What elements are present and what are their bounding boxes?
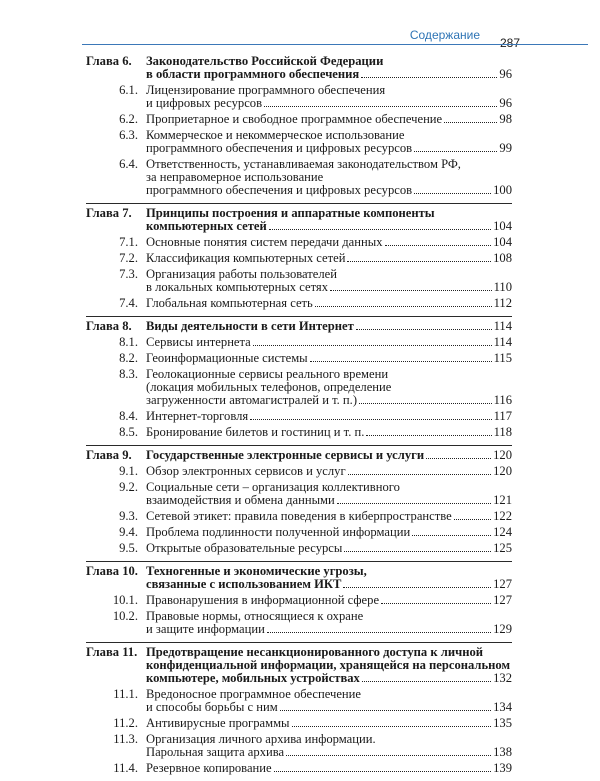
entry-title-line-text: и цифровых ресурсов [146, 96, 263, 110]
entry-title-line [146, 336, 512, 349]
entry-title-line-text: программного обеспечения и цифровых ресурсов [146, 141, 413, 155]
entry-title-line [146, 701, 512, 714]
entry-title-line-text: Сервисы интернета [146, 335, 251, 349]
dot-leader [361, 77, 497, 78]
toc-entry[interactable] [86, 762, 512, 775]
toc-entry[interactable] [86, 594, 512, 607]
entry-title-line: Ответственность, устанавливаемая законодательством РФ, [146, 157, 461, 171]
chapter-label: Глава 6. [86, 54, 132, 68]
chapter-title-line [146, 672, 512, 685]
entry-title-text [146, 510, 512, 523]
entry-title-line-text: Основные понятия систем передачи данных [146, 235, 383, 249]
entry-title-text [146, 688, 512, 714]
entry-title-line: за неправомерное использование [146, 170, 324, 184]
chapter-title-line: Законодательство Российской Федерации [146, 54, 384, 68]
entry-title-page-number: 112 [493, 296, 512, 310]
chapter-title-text [146, 449, 512, 462]
toc-entry[interactable] [86, 426, 512, 439]
chapter-label: Глава 11. [86, 645, 138, 659]
entry-title-text [146, 336, 512, 349]
dot-leader [385, 245, 492, 246]
entry-number: 11.3. [113, 732, 138, 746]
entry-title-line-text: Интернет-торговля [146, 409, 249, 423]
dot-leader [344, 551, 491, 552]
dot-leader [362, 681, 491, 682]
chapter-section [86, 203, 512, 316]
entry-title-page-number: 99 [499, 141, 512, 155]
toc-entry[interactable] [86, 352, 512, 365]
page-header [82, 8, 600, 48]
chapter-section [86, 52, 512, 203]
entry-title-line-text: в локальных компьютерных сетях [146, 280, 329, 294]
entry-title-page-number: 139 [493, 761, 512, 775]
chapter-title-line [146, 220, 512, 233]
entry-title-text [146, 129, 512, 155]
entry-title-line [146, 410, 512, 423]
running-title: Содержание [409, 28, 480, 42]
entry-title-page-number: 120 [493, 464, 512, 478]
dot-leader [454, 519, 491, 520]
entry-title-page-number: 108 [493, 251, 512, 265]
entry-number: 10.2. [112, 609, 138, 623]
dot-leader [274, 771, 492, 772]
entry-title-line: Социальные сети – организация коллективного [146, 480, 400, 494]
dot-leader [343, 587, 491, 588]
entry-title-line-text: Проблема подлинности полученной информации [146, 525, 411, 539]
chapter-title-line [146, 68, 512, 81]
entry-title-line: Организация работы пользователей [146, 267, 337, 281]
chapter-title-page-number: 132 [493, 671, 512, 685]
entry-number: 11.1. [113, 687, 138, 701]
chapter-label: Глава 8. [86, 319, 132, 333]
chapter-title-line [146, 320, 512, 333]
entry-number: 7.3. [119, 267, 138, 281]
entry-title-line [146, 623, 512, 636]
chapter-title-text [146, 320, 512, 333]
chapter-title-line-text: Государственные электронные сервисы и услуги [146, 448, 425, 462]
entry-title-line-text: и защите информации [146, 622, 265, 636]
entry-title-line-text: и способы борьбы с ним [146, 700, 278, 714]
header-rule [82, 44, 588, 45]
entry-number: 9.1. [119, 464, 138, 478]
chapter-title-line-text: компьютере, мобильных устройствах [146, 671, 360, 685]
dot-leader [264, 106, 497, 107]
entry-title-page-number: 121 [493, 493, 512, 507]
dot-leader [348, 474, 492, 475]
entry-title-line [146, 717, 512, 730]
chapter-title-line-text: связанные с использованием ИКТ [146, 577, 342, 591]
toc-entry[interactable] [86, 236, 512, 249]
chapter-title-text [146, 565, 512, 591]
entry-number: 10.1. [112, 593, 138, 607]
entry-title-text [146, 297, 512, 310]
chapter-label: Глава 9. [86, 448, 132, 462]
entry-title-line [146, 97, 512, 110]
entry-title-line [146, 352, 512, 365]
entry-title-line [146, 184, 512, 197]
entry-number: 8.2. [119, 351, 138, 365]
entry-title-page-number: 98 [499, 112, 512, 126]
entry-title-line-text: Обзор электронных сервисов и услуг [146, 464, 346, 478]
entry-number: 6.4. [119, 157, 138, 171]
dot-leader [412, 535, 491, 536]
dot-leader [444, 122, 497, 123]
entry-title-text [146, 717, 512, 730]
entry-title-line-text: Геоинформационные системы [146, 351, 308, 365]
entry-title-text [146, 158, 512, 197]
chapter-title-page-number: 120 [493, 448, 512, 462]
entry-title-page-number: 124 [493, 525, 512, 539]
entry-title-text [146, 526, 512, 539]
entry-title-page-number: 134 [493, 700, 512, 714]
dot-leader [292, 726, 492, 727]
chapter-title-line: Техногенные и экономические угрозы, [146, 564, 367, 578]
toc-entry[interactable] [86, 542, 512, 555]
entry-title-line: Коммерческое и некоммерческое использование [146, 128, 405, 142]
dot-leader [330, 290, 492, 291]
dot-leader [269, 229, 491, 230]
table-of-contents [86, 52, 512, 781]
chapter-heading[interactable] [86, 320, 512, 333]
dot-leader [267, 632, 491, 633]
entry-title-line-text: Бронирование билетов и гостиниц и т. п. [146, 425, 365, 439]
entry-title-line [146, 762, 512, 775]
entry-title-line-text: Открытые образовательные ресурсы [146, 541, 343, 555]
entry-title-text [146, 610, 512, 636]
dot-leader [250, 419, 491, 420]
entry-title-line [146, 297, 512, 310]
chapter-title-line: Предотвращение несанкционированного доступа к личной [146, 645, 484, 659]
toc-entry[interactable] [86, 113, 512, 126]
entry-title-page-number: 104 [493, 235, 512, 249]
dot-leader [366, 435, 491, 436]
chapter-heading[interactable] [86, 449, 512, 462]
entry-number: 6.3. [119, 128, 138, 142]
entry-title-page-number: 122 [493, 509, 512, 523]
entry-title-line: Геолокационные сервисы реального времени [146, 367, 389, 381]
entry-title-line [146, 494, 512, 507]
chapter-section [86, 642, 512, 781]
chapter-title-text [146, 646, 512, 685]
entry-title-page-number: 125 [493, 541, 512, 555]
chapter-title-page-number: 104 [493, 219, 512, 233]
chapter-title-page-number: 114 [493, 319, 512, 333]
chapter-label: Глава 10. [86, 564, 138, 578]
toc-entry[interactable] [86, 717, 512, 730]
entry-title-page-number: 100 [493, 183, 512, 197]
entry-number: 7.4. [119, 296, 138, 310]
chapter-heading[interactable] [86, 207, 512, 233]
entry-title-page-number: 117 [493, 409, 512, 423]
chapter-title-line-text: Виды деятельности в сети Интернет [146, 319, 354, 333]
entry-title-line: Лицензирование программного обеспечения [146, 83, 386, 97]
entry-title-text [146, 113, 512, 126]
entry-title-line: Организация личного архива информации. [146, 732, 376, 746]
entry-title-line [146, 746, 512, 759]
entry-title-line-text: Резервное копирование [146, 761, 272, 775]
entry-title-line-text: Парольная защита архива [146, 745, 285, 759]
chapter-heading[interactable] [86, 55, 512, 81]
entry-number: 8.5. [119, 425, 138, 439]
entry-title-line [146, 113, 512, 126]
chapter-section [86, 445, 512, 561]
toc-entry[interactable] [86, 268, 512, 294]
entry-title-line [146, 281, 512, 294]
chapter-label: Глава 7. [86, 206, 132, 220]
chapter-heading[interactable] [86, 565, 512, 591]
dot-leader [315, 306, 492, 307]
entry-title-line-text: взаимодействия и обмена данными [146, 493, 335, 507]
entry-title-line-text: Классификация компьютерных сетей [146, 251, 346, 265]
entry-title-text [146, 481, 512, 507]
dot-leader [337, 503, 491, 504]
entry-title-page-number: 114 [493, 335, 512, 349]
chapter-title-line [146, 449, 512, 462]
entry-title-page-number: 135 [493, 716, 512, 730]
dot-leader [381, 603, 491, 604]
entry-title-line-text: Правонарушения в информационной сфере [146, 593, 380, 607]
toc-entry[interactable] [86, 336, 512, 349]
chapter-heading[interactable] [86, 646, 512, 685]
entry-title-line: Вредоносное программное обеспечение [146, 687, 361, 701]
chapter-title-text [146, 207, 512, 233]
toc-entry[interactable] [86, 481, 512, 507]
entry-title-text [146, 352, 512, 365]
entry-number: 9.2. [119, 480, 138, 494]
entry-title-page-number: 96 [499, 96, 512, 110]
entry-title-page-number: 116 [493, 393, 512, 407]
page-number: 287 [499, 36, 520, 50]
chapter-title-line: конфиденциальной информации, хранящейся на персональном [146, 658, 511, 672]
entry-title-text [146, 465, 512, 478]
entry-number: 8.1. [119, 335, 138, 349]
toc-entry[interactable] [86, 510, 512, 523]
entry-title-text [146, 542, 512, 555]
entry-title-line: (локация мобильных телефонов, определение [146, 380, 392, 394]
entry-title-text [146, 733, 512, 759]
dot-leader [414, 151, 497, 152]
toc-entry[interactable] [86, 688, 512, 714]
entry-title-text [146, 84, 512, 110]
dot-leader [426, 458, 491, 459]
dot-leader [253, 345, 492, 346]
dot-leader [414, 193, 491, 194]
entry-title-page-number: 118 [493, 425, 512, 439]
entry-title-text [146, 368, 512, 407]
entry-title-text [146, 252, 512, 265]
entry-title-page-number: 138 [493, 745, 512, 759]
entry-number: 8.3. [119, 367, 138, 381]
entry-title-line: Правовые нормы, относящиеся к охране [146, 609, 364, 623]
toc-entry[interactable] [86, 526, 512, 539]
chapter-title-line: Принципы построения и аппаратные компоненты [146, 206, 435, 220]
entry-title-line [146, 426, 512, 439]
entry-number: 8.4. [119, 409, 138, 423]
toc-entry[interactable] [86, 84, 512, 110]
entry-number: 6.1. [119, 83, 138, 97]
entry-title-page-number: 127 [493, 593, 512, 607]
entry-title-text [146, 410, 512, 423]
entry-title-line-text: программного обеспечения и цифровых ресурсов [146, 183, 413, 197]
entry-title-page-number: 129 [493, 622, 512, 636]
toc-entry[interactable] [86, 129, 512, 155]
entry-title-line-text: загруженности автомагистралей и т. п.) [146, 393, 358, 407]
chapter-title-line-text: компьютерных сетей [146, 219, 267, 233]
entry-title-line-text: Антивирусные программы [146, 716, 290, 730]
dot-leader [356, 329, 492, 330]
entry-number: 9.5. [119, 541, 138, 555]
entry-title-line [146, 142, 512, 155]
chapter-title-line-text: в области программного обеспечения [146, 67, 360, 81]
dot-leader [347, 261, 491, 262]
entry-title-line [146, 252, 512, 265]
entry-number: 9.3. [119, 509, 138, 523]
chapter-title-line [146, 578, 512, 591]
entry-title-page-number: 115 [493, 351, 512, 365]
toc-entry[interactable] [86, 252, 512, 265]
entry-number: 11.2. [113, 716, 138, 730]
entry-title-line [146, 510, 512, 523]
toc-entry[interactable] [86, 368, 512, 407]
entry-number: 7.1. [119, 235, 138, 249]
entry-title-line [146, 394, 512, 407]
toc-entry[interactable] [86, 158, 512, 197]
toc-entry[interactable] [86, 733, 512, 759]
chapter-title-page-number: 127 [493, 577, 512, 591]
dot-leader [310, 361, 492, 362]
entry-title-page-number: 110 [493, 280, 512, 294]
entry-title-line [146, 526, 512, 539]
entry-number: 9.4. [119, 525, 138, 539]
dot-leader [286, 755, 491, 756]
entry-title-line [146, 236, 512, 249]
dot-leader [359, 403, 492, 404]
dot-leader [280, 710, 491, 711]
entry-title-text [146, 762, 512, 775]
chapter-section [86, 561, 512, 642]
entry-title-text [146, 594, 512, 607]
entry-number: 11.4. [113, 761, 138, 775]
entry-title-line-text: Проприетарное и свободное программное обеспечение [146, 112, 443, 126]
entry-number: 6.2. [119, 112, 138, 126]
entry-title-text [146, 236, 512, 249]
entry-title-line [146, 465, 512, 478]
toc-entry[interactable] [86, 297, 512, 310]
entry-title-line-text: Глобальная компьютерная сеть [146, 296, 313, 310]
entry-title-line [146, 594, 512, 607]
toc-entry[interactable] [86, 410, 512, 423]
chapter-section [86, 316, 512, 445]
entry-title-text [146, 426, 512, 439]
toc-entry[interactable] [86, 465, 512, 478]
toc-entry[interactable] [86, 610, 512, 636]
chapter-title-text [146, 55, 512, 81]
entry-title-line-text: Сетевой этикет: правила поведения в киберпространстве [146, 509, 452, 523]
entry-number: 7.2. [119, 251, 138, 265]
entry-title-line [146, 542, 512, 555]
chapter-title-page-number: 96 [499, 67, 512, 81]
entry-title-text [146, 268, 512, 294]
